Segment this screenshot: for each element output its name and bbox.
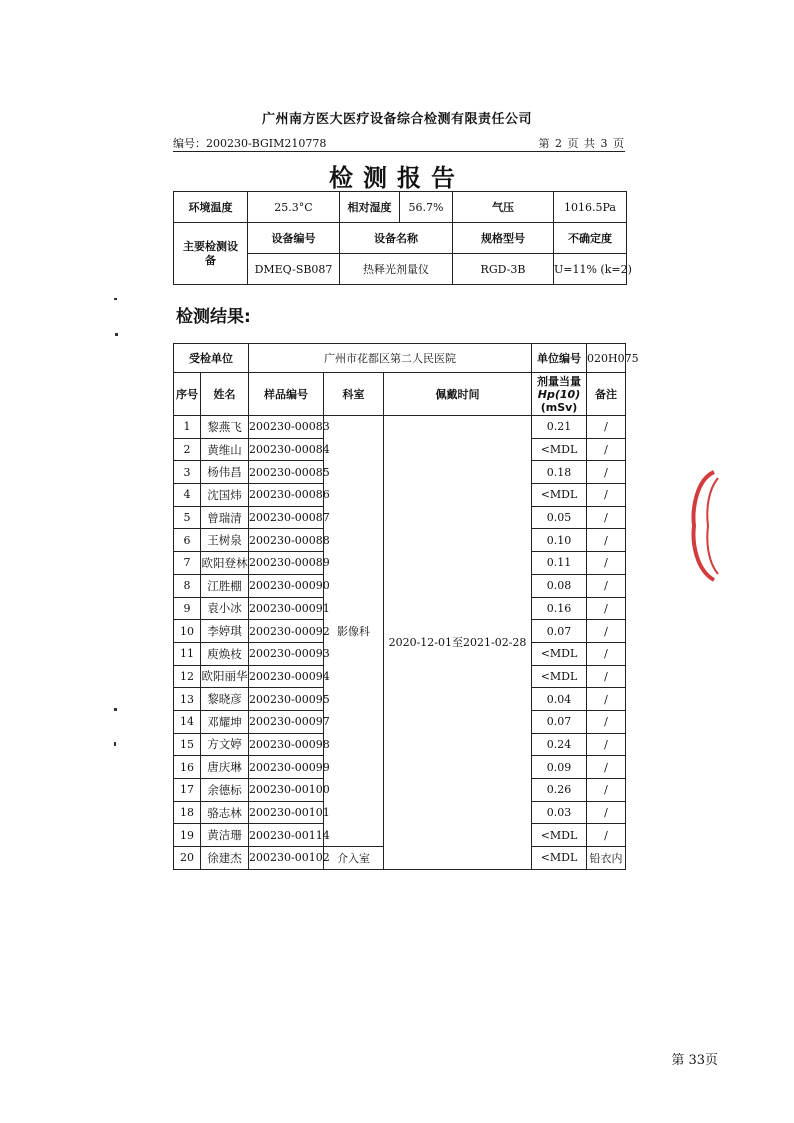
row-no: 1 <box>174 416 201 439</box>
row-no: 8 <box>174 574 201 597</box>
report-title: 检测报告 <box>329 164 465 192</box>
row-sample: 200230-00088 <box>249 529 324 552</box>
row-note: / <box>587 620 626 643</box>
row-note: / <box>587 688 626 711</box>
row-name: 欧阳登林 <box>201 552 249 575</box>
row-note: / <box>587 665 626 688</box>
row-no: 7 <box>174 552 201 575</box>
row-sample: 200230-00102 <box>249 847 324 870</box>
row-dose: 0.04 <box>532 688 587 711</box>
equipment-header-name: 设备名称 <box>340 223 453 254</box>
row-sample: 200230-00098 <box>249 733 324 756</box>
row-name: 余德标 <box>201 779 249 802</box>
scan-mark <box>114 708 117 711</box>
row-name: 黄维山 <box>201 438 249 461</box>
row-dose: <MDL <box>532 824 587 847</box>
row-no: 20 <box>174 847 201 870</box>
humidity-value: 56.7% <box>400 192 453 223</box>
row-dose: 0.08 <box>532 574 587 597</box>
row-no: 12 <box>174 665 201 688</box>
dose-header-line1: 剂量当量 <box>537 374 582 388</box>
temp-value: 25.3°C <box>248 192 340 223</box>
temp-label: 环境温度 <box>174 192 248 223</box>
page-info: 第 2 页 共 3 页 <box>538 137 625 150</box>
row-dose: 0.03 <box>532 801 587 824</box>
row-no: 6 <box>174 529 201 552</box>
row-name: 袁小冰 <box>201 597 249 620</box>
row-name: 黎燕飞 <box>201 416 249 439</box>
row-no: 5 <box>174 506 201 529</box>
row-note: / <box>587 506 626 529</box>
row-note: / <box>587 529 626 552</box>
col-header-dept: 科室 <box>324 373 384 416</box>
col-header-sample: 样品编号 <box>249 373 324 416</box>
row-note: / <box>587 461 626 484</box>
row-dose: 0.07 <box>532 710 587 733</box>
row-no: 16 <box>174 756 201 779</box>
row-dose: 0.11 <box>532 552 587 575</box>
scan-mark <box>114 298 117 300</box>
pressure-value: 1016.5Pa <box>554 192 627 223</box>
row-sample: 200230-00085 <box>249 461 324 484</box>
row-sample: 200230-00114 <box>249 824 324 847</box>
row-note: / <box>587 733 626 756</box>
humidity-label: 相对湿度 <box>340 192 400 223</box>
row-sample: 200230-00101 <box>249 801 324 824</box>
row-dose: 0.21 <box>532 416 587 439</box>
dose-results-table <box>173 343 639 870</box>
col-header-period: 佩戴时间 <box>384 373 532 416</box>
row-no: 15 <box>174 733 201 756</box>
row-no: 4 <box>174 484 201 507</box>
row-note: / <box>587 597 626 620</box>
row-sample: 200230-00100 <box>249 779 324 802</box>
row-name: 黄洁珊 <box>201 824 249 847</box>
row-note: / <box>587 642 626 665</box>
document-header-row <box>173 133 625 152</box>
row-note: / <box>587 824 626 847</box>
row-no: 11 <box>174 642 201 665</box>
row-name: 欧阳丽华 <box>201 665 249 688</box>
row-sample: 200230-00086 <box>249 484 324 507</box>
row-dose: <MDL <box>532 847 587 870</box>
row-name: 方文婷 <box>201 733 249 756</box>
row-note: / <box>587 779 626 802</box>
row-no: 2 <box>174 438 201 461</box>
dose-header-line2: Hp(10) <box>537 387 581 401</box>
row-dose: <MDL <box>532 665 587 688</box>
row-no: 19 <box>174 824 201 847</box>
row-no: 3 <box>174 461 201 484</box>
row-sample: 200230-00087 <box>249 506 324 529</box>
row-name: 黎晓彦 <box>201 688 249 711</box>
official-seal-stamp-icon <box>688 470 722 582</box>
row-dose: 0.24 <box>532 733 587 756</box>
row-note: / <box>587 756 626 779</box>
row-name: 曾瑞清 <box>201 506 249 529</box>
row-no: 10 <box>174 620 201 643</box>
row-sample: 200230-00092 <box>249 620 324 643</box>
row-no: 14 <box>174 710 201 733</box>
row-no: 9 <box>174 597 201 620</box>
col-header-no: 序号 <box>174 373 201 416</box>
row-note: / <box>587 552 626 575</box>
row-note: / <box>587 801 626 824</box>
row-dose: 0.16 <box>532 597 587 620</box>
col-header-name: 姓名 <box>201 373 249 416</box>
equipment-model: RGD-3B <box>453 254 554 285</box>
results-section-title: 检测结果: <box>176 307 251 327</box>
row-dose: 0.10 <box>532 529 587 552</box>
equipment-id: DMEQ-SB087 <box>248 254 340 285</box>
row-sample: 200230-00099 <box>249 756 324 779</box>
col-header-note: 备注 <box>587 373 626 416</box>
row-name: 庾焕枝 <box>201 642 249 665</box>
row-note: / <box>587 710 626 733</box>
row-sample: 200230-00089 <box>249 552 324 575</box>
equipment-name: 热释光剂量仪 <box>340 254 453 285</box>
row-sample: 200230-00083 <box>249 416 324 439</box>
equipment-label: 主要检测设备 <box>174 223 248 285</box>
unit-code-label: 单位编号 <box>532 344 587 373</box>
pressure-label: 气压 <box>453 192 554 223</box>
row-sample: 200230-00091 <box>249 597 324 620</box>
row-dept: 影像科 <box>324 416 384 847</box>
equipment-header-uncertainty: 不确定度 <box>554 223 627 254</box>
row-dose: <MDL <box>532 484 587 507</box>
row-name: 骆志林 <box>201 801 249 824</box>
row-name: 唐庆琳 <box>201 756 249 779</box>
unit-name: 广州市花都区第二人民医院 <box>249 344 532 373</box>
row-name: 王树泉 <box>201 529 249 552</box>
row-dose: <MDL <box>532 642 587 665</box>
row-dose: 0.09 <box>532 756 587 779</box>
row-no: 13 <box>174 688 201 711</box>
row-note: / <box>587 416 626 439</box>
document-number: 编号：200230-BGIM210778 <box>173 137 327 150</box>
row-name: 江胜棚 <box>201 574 249 597</box>
row-sample: 200230-00093 <box>249 642 324 665</box>
row-name: 徐建杰 <box>201 847 249 870</box>
row-no: 18 <box>174 801 201 824</box>
table-row <box>174 416 626 439</box>
row-dose: 0.26 <box>532 779 587 802</box>
row-dose: 0.07 <box>532 620 587 643</box>
dose-header-line3: (mSv) <box>540 400 578 414</box>
row-note: 铅衣内 <box>587 847 626 870</box>
row-sample: 200230-00094 <box>249 665 324 688</box>
row-period: 2020-12-01至2021-02-28 <box>384 416 532 870</box>
row-sample: 200230-00090 <box>249 574 324 597</box>
scan-mark <box>114 742 116 746</box>
row-no: 17 <box>174 779 201 802</box>
row-name: 杨伟昌 <box>201 461 249 484</box>
equipment-header-model: 规格型号 <box>453 223 554 254</box>
environment-equipment-table <box>173 191 632 285</box>
col-header-dose <box>532 373 587 416</box>
row-dose: 0.05 <box>532 506 587 529</box>
row-dose: 0.18 <box>532 461 587 484</box>
row-sample: 200230-00084 <box>249 438 324 461</box>
row-note: / <box>587 438 626 461</box>
row-sample: 200230-00097 <box>249 710 324 733</box>
row-name: 邓耀坤 <box>201 710 249 733</box>
equipment-uncertainty: U=11% (k=2) <box>554 254 627 285</box>
row-note: / <box>587 574 626 597</box>
equipment-header-id: 设备编号 <box>248 223 340 254</box>
row-dose: <MDL <box>532 438 587 461</box>
row-note: / <box>587 484 626 507</box>
unit-code: 020H075 <box>587 344 626 373</box>
row-sample: 200230-00095 <box>249 688 324 711</box>
company-name: 广州南方医大医疗设备综合检测有限责任公司 <box>261 112 532 127</box>
page-footer-number: 第 33页 <box>671 1053 718 1068</box>
row-name: 沈国炜 <box>201 484 249 507</box>
unit-label: 受检单位 <box>174 344 249 373</box>
row-name: 李婷琪 <box>201 620 249 643</box>
scan-mark <box>115 333 118 336</box>
row-dept: 介入室 <box>324 847 384 870</box>
